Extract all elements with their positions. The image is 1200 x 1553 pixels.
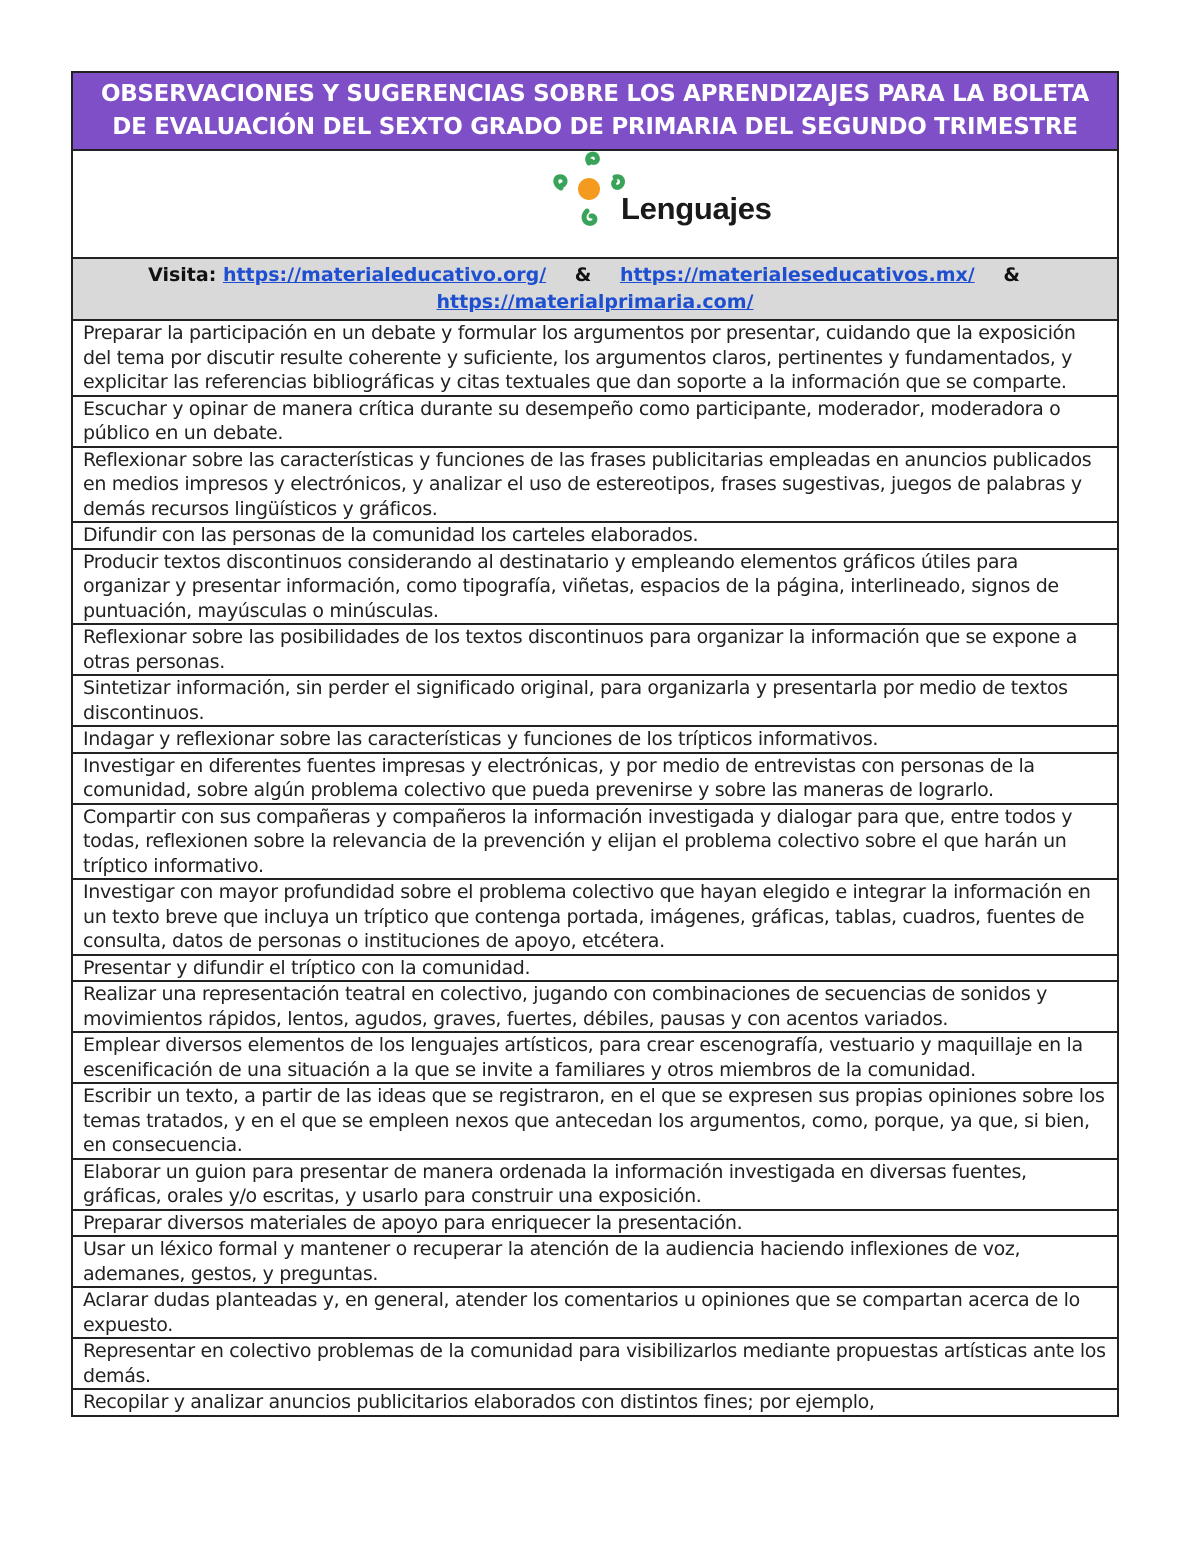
observation-row-21: Recopilar y analizar anuncios publicitarios elaborados con distintos fines; por ejemplo, bbox=[83, 1391, 875, 1413]
observation-row-20: Representar en colectivo problemas de la comunidad para visibilizarlos mediante propuestas artísticas ante los demás. bbox=[73, 1339, 1117, 1390]
observation-row-2: Escuchar y opinar de manera crítica durante su desempeño como participante, moderador, moderadora o público en un debate. bbox=[73, 397, 1117, 448]
lenguajes-logo-icon bbox=[551, 151, 631, 231]
observation-row-7: Sintetizar información, sin perder el significado original, para organizarla y presentarla por medio de textos discontinuos. bbox=[73, 676, 1117, 727]
observation-row-18: Usar un léxico formal y mantener o recuperar la atención de la audiencia haciendo inflexiones de voz, ademanes, gestos, y preguntas. bbox=[73, 1237, 1117, 1288]
separator-2: & bbox=[1003, 264, 1020, 286]
separator-1: & bbox=[574, 264, 592, 286]
observation-row-1: Preparar la participación en un debate y formular los argumentos por presentar, cuidando que la exposición del tema por discutir resulte coherente y suficiente, los argumentos claros, pertinentes y fundamentados, y explicitar las referencias bibliográficas y citas textuales que dan soporte a la información que se comparte. bbox=[73, 321, 1117, 397]
logo-cell bbox=[73, 151, 1117, 259]
link-materialeducativo[interactable]: https://materialeducativo.org/ bbox=[222, 264, 547, 286]
observation-row-10: Compartir con sus compañeras y compañeros la información investigada y dialogar para que, entre todos y todas, reflexionen sobre la relevancia de la prevención y elijan el problema colectivo sobre el que harán un tríptico informativo. bbox=[73, 805, 1117, 881]
observation-row-16: Elaborar un guion para presentar de manera ordenada la información investigada en diversas fuentes, gráficas, orales y/o escritas, y usarlo para construir una exposición. bbox=[73, 1160, 1117, 1211]
subject-name: Lenguajes bbox=[621, 191, 772, 226]
observation-row-14: Emplear diversos elementos de los lenguajes artísticos, para crear escenografía, vestuario y maquillaje en la escenificación de una situación a la que se invite a familiares y otros miembros de la comunidad. bbox=[73, 1033, 1117, 1084]
visit-label: Visita: bbox=[148, 264, 217, 286]
title-line-2: DE EVALUACIÓN DEL SEXTO GRADO DE PRIMARIA DEL SEGUNDO TRIMESTRE bbox=[112, 114, 1078, 140]
link-materialprimaria[interactable]: https://materialprimaria.com/ bbox=[436, 291, 754, 313]
observation-row-12: Presentar y difundir el tríptico con la comunidad. bbox=[73, 956, 1117, 983]
observations-table bbox=[71, 71, 1119, 1417]
observation-row-11: Investigar con mayor profundidad sobre el problema colectivo que hayan elegido e integrar la información en un texto breve que incluya un tríptico que contenga portada, imágenes, gráficas, tablas, cuadros, fuentes de consulta, datos de personas o instituciones de apoyo, etcétera. bbox=[73, 880, 1117, 956]
observation-row-9: Investigar en diferentes fuentes impresas y electrónicas, y por medio de entrevistas con personas de la comunidad, sobre algún problema colectivo que pueda prevenirse y sobre las maneras de lograrlo. bbox=[73, 754, 1117, 805]
observation-row-3: Reflexionar sobre las características y funciones de las frases publicitarias empleadas en anuncios publicados en medios impresos y electrónicos, y analizar el uso de estereotipos, frases sugestivas, juegos de palabras y demás recursos lingüísticos y gráficos. bbox=[73, 448, 1117, 524]
observation-row-4: Difundir con las personas de la comunidad los carteles elaborados. bbox=[73, 523, 1117, 550]
link-materialeseducativos[interactable]: https://materialeseducativos.mx/ bbox=[619, 264, 975, 286]
observation-row-17: Preparar diversos materiales de apoyo para enriquecer la presentación. bbox=[73, 1211, 1117, 1238]
visit-links bbox=[73, 259, 1117, 321]
observation-row-6: Reflexionar sobre las posibilidades de los textos discontinuos para organizar la información que se expone a otras personas. bbox=[73, 625, 1117, 676]
observation-row-15: Escribir un texto, a partir de las ideas que se registraron, en el que se expresen sus propias opiniones sobre los temas tratados, y en el que se empleen nexos que antecedan los argumentos, como, porque, ya que, si bien, en consecuencia. bbox=[73, 1084, 1117, 1160]
title-line-1: OBSERVACIONES Y SUGERENCIAS SOBRE LOS APRENDIZAJES PARA LA BOLETA bbox=[100, 81, 1090, 107]
document-title bbox=[73, 73, 1117, 151]
observation-row-5: Producir textos discontinuos considerando al destinatario y empleando elementos gráficos útiles para organizar y presentar información, como tipografía, viñetas, espacios de la página, interlineado, signos de puntuación, mayúsculas o minúsculas. bbox=[73, 550, 1117, 626]
observation-row-19: Aclarar dudas planteadas y, en general, atender los comentarios u opiniones que se compartan acerca de lo expuesto. bbox=[73, 1288, 1117, 1339]
observation-row-8: Indagar y reflexionar sobre las características y funciones de los trípticos informativos. bbox=[73, 727, 1117, 754]
observation-row-13: Realizar una representación teatral en colectivo, jugando con combinaciones de secuencias de sonidos y movimientos rápidos, lentos, agudos, graves, fuertes, débiles, pausas y con acentos variados. bbox=[73, 982, 1117, 1033]
